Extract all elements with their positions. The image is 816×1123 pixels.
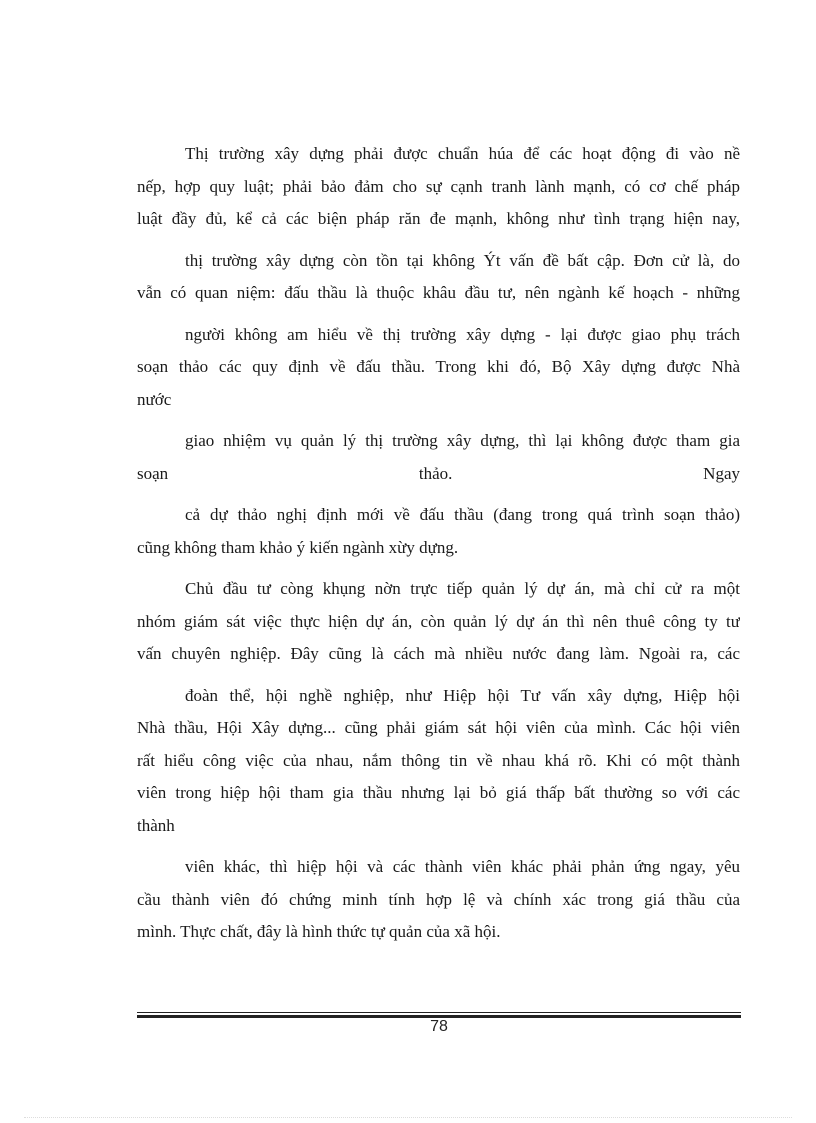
text-line: nhóm giám sát việc thực hiện dự án, còn quản lý dự án thì nên thuê công ty tư	[137, 611, 740, 631]
text-line: viên khác, thì hiệp hội và các thành viên khác phải phản ứng ngay, yêu	[185, 857, 740, 876]
page-number: 78	[430, 1018, 448, 1035]
text-line-spread	[137, 458, 740, 491]
text-line: rất hiểu công việc của nhau, nắm thông tin về nhau khá rõ. Khi có một thành	[137, 750, 740, 770]
text-line: đoàn thể, hội nghề nghiệp, như Hiệp hội Tư vấn xây dựng, Hiệp hội	[185, 685, 740, 705]
text-line: thành	[137, 815, 175, 835]
spread-word: thảo.	[418, 463, 453, 483]
text-line: thị trường xây dựng còn tồn tại không Ýt vấn đề bất cập. Đơn cử là, do	[185, 250, 740, 270]
text-line: viên trong hiệp hội tham gia thầu nhưng lại bỏ giá thấp bất thường so với các	[137, 783, 740, 802]
text-line: Thị trường xây dựng phải được chuẩn húa để các hoạt động đi vào nề	[185, 144, 740, 163]
text-line: Nhà thầu, Hội Xây dựng... cũng phải giám sát hội viên của mình. Các hội viên	[137, 718, 740, 737]
text-line: Chủ đầu tư còng khụng nờn trực tiếp quản lý dự án, mà chỉ cử ra một	[185, 579, 740, 598]
text-line: người không am hiểu về thị trường xây dựng - lại được giao phụ trách	[185, 324, 740, 344]
text-line: cả dự thảo nghị định mới về đấu thầu (đang trong quá trình soạn thảo)	[185, 505, 740, 524]
spread-word: Ngay	[703, 463, 740, 483]
text-line: vẫn có quan niệm: đấu thầu là thuộc khâu đầu tư, nên ngành kế hoạch - những	[137, 283, 740, 302]
text-line: vấn chuyên nghiệp. Đây cũng là cách mà nhiều nước đang làm. Ngoài ra, các	[137, 644, 740, 663]
text-line: cầu thành viên đó chứng minh tính hợp lệ và chính xác trong giá thầu của	[137, 889, 740, 909]
text-line: luật đầy đủ, kể cả các biện pháp răn đe mạnh, không như tình trạng hiện nay,	[137, 209, 740, 228]
body-text	[137, 138, 740, 949]
spread-word: soạn	[137, 463, 169, 483]
text-line: nếp, hợp quy luật; phải bảo đảm cho sự cạnh tranh lành mạnh, có cơ chế pháp	[137, 176, 740, 196]
text-line: giao nhiệm vụ quản lý thị trường xây dựng, thì lại không được tham gia	[185, 431, 740, 450]
text-line: nước	[137, 389, 172, 409]
page-edge-divider	[24, 1117, 792, 1118]
text-line: mình. Thực chất, đây là hình thức tự quản của xã hội.	[137, 922, 501, 941]
text-line: soạn thảo các quy định về đấu thầu. Trong khi đó, Bộ Xây dựng được Nhà	[137, 357, 740, 376]
text-line: cũng không tham khảo ý kiến ngành xừy dựng.	[137, 537, 459, 557]
